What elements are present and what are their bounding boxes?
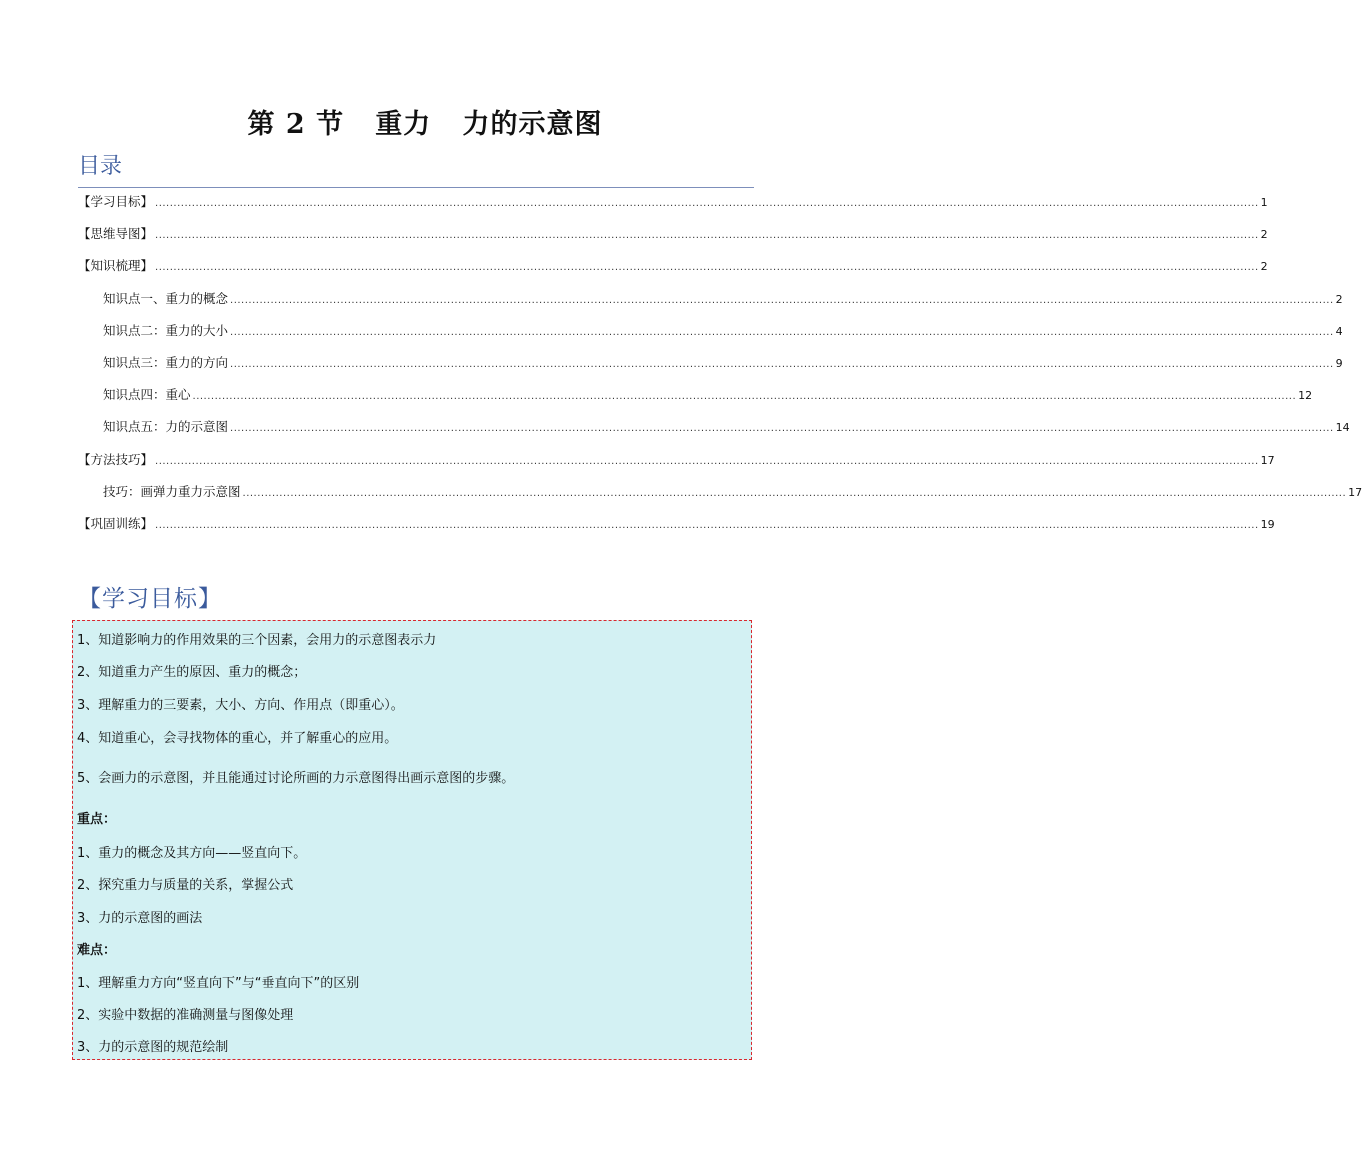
objectives-box [72,620,752,1060]
toc-entry[interactable] [78,415,1350,447]
toc-entry-page: 2 [1335,292,1343,306]
toc-entry[interactable] [78,254,1268,286]
objective-item: 2、知道重力产生的原因、重力的概念； [77,665,307,680]
toc-dot-leader: ............................................................................................................................................................................................................................................................................................................ [155,455,1259,467]
toc-dot-leader: ............................................................................................................................................................................................................................................................................................................ [155,519,1259,531]
objective-item: 2、探究重力与质量的关系，掌握公式 [77,878,294,893]
toc-entry-page: 19 [1260,517,1275,531]
toc-entry-page: 2 [1260,228,1268,242]
toc-entry[interactable] [78,448,1275,480]
toc-entry[interactable] [78,287,1343,319]
objective-item: 1、理解重力方向“竖直向下”与“垂直向下”的区别 [77,976,360,991]
objective-item: 4、知道重心，会寻找物体的重心，并了解重心的应用。 [77,731,398,746]
objectives-subheading: 重点： [77,812,117,827]
objectives-subheading: 难点： [77,943,117,958]
objective-item: 3、力的示意图的画法 [77,911,203,926]
objective-item: 3、力的示意图的规范绘制 [77,1040,229,1055]
toc-entry[interactable] [78,351,1343,383]
objectives-heading: 【学习目标】 [78,586,222,612]
toc-dot-leader: ............................................................................................................................................................................................................................................................................................................ [155,230,1259,242]
objective-item: 2、实验中数据的准确测量与图像处理 [77,1008,294,1023]
objective-item: 5、会画力的示意图，并且能通过讨论所画的力示意图得出画示意图的步骤。 [77,771,515,786]
toc-entry-label: 【学习目标】 [78,194,154,209]
toc-entry[interactable] [78,222,1268,254]
toc-list [78,190,1362,544]
toc-entry-label: 知识点一、重力的概念 [103,290,229,306]
toc-entry-page: 9 [1335,356,1343,370]
toc-entry-page: 17 [1348,485,1362,499]
toc-entry[interactable] [78,190,1268,222]
objective-item: 1、知道影响力的作用效果的三个因素，会用力的示意图表示力 [77,633,437,648]
toc-entry[interactable] [78,480,1362,512]
toc-dot-leader: ............................................................................................................................................................................................................................................................................................................ [230,423,1334,435]
toc-entry-label: 【巩固训练】 [78,515,154,531]
toc-divider [78,187,754,188]
toc-dot-leader: ............................................................................................................................................................................................................................................................................................................ [155,198,1259,209]
objective-item: 1、重力的概念及其方向——竖直向下。 [77,846,307,861]
toc-entry-label: 知识点四：重心 [103,387,191,403]
toc-entry-label: 知识点五：力的示意图 [103,419,229,435]
toc-entry-label: 知识点三：重力的方向 [103,354,229,370]
toc-entry-page: 2 [1260,260,1268,274]
toc-dot-leader: ............................................................................................................................................................................................................................................................................................................ [155,262,1259,274]
toc-entry-page: 17 [1260,453,1275,467]
toc-entry-page: 14 [1335,421,1350,435]
toc-entry-label: 知识点二：重力的大小 [103,322,229,338]
toc-entry-page: 12 [1298,389,1313,403]
toc-entry-page: 1 [1260,196,1268,209]
toc-dot-leader: ............................................................................................................................................................................................................................................................................................................ [242,487,1347,499]
toc-entry-label: 【方法技巧】 [78,451,154,467]
toc-dot-leader: ............................................................................................................................................................................................................................................................................................................ [230,326,1334,338]
toc-dot-leader: ............................................................................................................................................................................................................................................................................................................ [192,391,1297,403]
toc-entry[interactable] [78,383,1313,415]
toc-entry[interactable] [78,512,1275,544]
toc-dot-leader: ............................................................................................................................................................................................................................................................................................................ [230,294,1334,306]
toc-entry-label: 【知识梳理】 [78,258,154,274]
toc-entry-label: 【思维导图】 [78,226,154,242]
objective-item: 3、理解重力的三要素，大小、方向、作用点（即重心）。 [77,698,404,713]
toc-dot-leader: ............................................................................................................................................................................................................................................................................................................ [230,358,1334,370]
toc-entry-page: 4 [1335,324,1343,338]
page-title: 第 2 节 重力 力的示意图 [247,109,603,140]
toc-heading: 目录 [78,154,123,179]
toc-entry[interactable] [78,319,1343,351]
toc-entry-label: 技巧：画弹力重力示意图 [103,483,241,499]
